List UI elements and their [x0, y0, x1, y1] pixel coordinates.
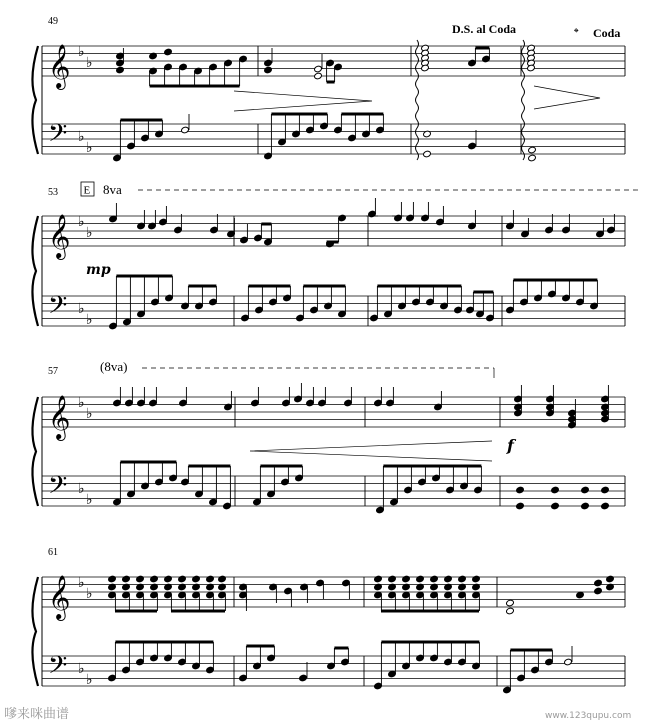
- note-head: [551, 502, 560, 510]
- note-head: [430, 575, 439, 583]
- note-head: [178, 575, 187, 583]
- treble-clef-icon: 𝄞: [48, 214, 71, 258]
- key-signature-flat-icon: ♭: [86, 406, 93, 422]
- note-head: [576, 591, 585, 599]
- piano-brace-icon: [32, 46, 38, 154]
- notation-glyphs: [48, 40, 615, 694]
- key-signature-flat-icon: ♭: [86, 312, 93, 328]
- note-head: [581, 502, 590, 510]
- note-head: [468, 142, 477, 150]
- key-signature-flat-icon: ♭: [86, 140, 93, 156]
- measure-number-53: 53: [48, 187, 58, 198]
- coda-symbol-icon: 𝄌: [574, 26, 579, 41]
- note-head: [164, 575, 173, 583]
- key-signature-flat-icon: ♭: [78, 301, 85, 317]
- piano-brace-icon: [32, 216, 38, 326]
- note-head: [416, 575, 425, 583]
- key-signature-flat-icon: ♭: [86, 225, 93, 241]
- measure-number-57: 57: [48, 366, 58, 377]
- note-head: [458, 575, 467, 583]
- note-head: [206, 575, 215, 583]
- key-signature-flat-icon: ♭: [86, 55, 93, 71]
- octave-mark-continued: (8va): [100, 359, 128, 374]
- key-signature-flat-icon: ♭: [78, 214, 85, 230]
- watermark-left: 嗲来咪曲谱: [4, 707, 70, 722]
- note-head: [192, 575, 201, 583]
- key-signature-flat-icon: ♭: [86, 492, 93, 508]
- bass-clef-icon: 𝄢: [48, 119, 68, 154]
- treble-clef-icon: 𝄞: [48, 575, 71, 619]
- note-head: [264, 59, 273, 67]
- note-head: [601, 486, 610, 494]
- note-head: [299, 674, 308, 682]
- note-head: [564, 658, 573, 666]
- note-head: [528, 154, 537, 162]
- key-signature-flat-icon: ♭: [78, 44, 85, 60]
- note-head: [528, 146, 537, 154]
- note-head: [581, 486, 590, 494]
- note-head: [136, 575, 145, 583]
- bass-clef-icon: 𝄢: [48, 291, 68, 326]
- key-signature-flat-icon: ♭: [78, 395, 85, 411]
- note-head: [122, 575, 131, 583]
- piano-brace-icon: [32, 397, 38, 506]
- note-head: [506, 599, 515, 607]
- measure-number-61: 61: [48, 547, 58, 558]
- watermark-right: www.123qupu.com: [545, 711, 632, 721]
- octave-mark-start: 8va: [103, 182, 122, 197]
- note-head: [181, 126, 190, 134]
- note-head: [150, 575, 159, 583]
- note-head: [108, 575, 117, 583]
- note-head: [444, 575, 453, 583]
- bass-clef-icon: 𝄢: [48, 651, 68, 686]
- key-signature-flat-icon: ♭: [86, 672, 93, 688]
- measure-number-49: 49: [48, 16, 58, 27]
- bass-clef-icon: 𝄢: [48, 471, 68, 506]
- note-head: [601, 502, 610, 510]
- note-head: [314, 72, 323, 80]
- note-head: [423, 150, 432, 158]
- dynamic-f: f: [507, 436, 514, 455]
- dynamic-mp: mp: [86, 262, 111, 278]
- staff-lines: [42, 46, 625, 686]
- decrescendo-hairpin-1: [234, 91, 372, 111]
- note-head: [516, 502, 525, 510]
- note-head: [506, 607, 515, 615]
- note-head: [388, 575, 397, 583]
- note-head: [594, 579, 603, 587]
- note-head: [264, 66, 273, 74]
- ds-al-coda-label: D.S. al Coda: [452, 22, 517, 36]
- note-head: [164, 48, 173, 56]
- key-signature-flat-icon: ♭: [86, 586, 93, 602]
- key-signature-flat-icon: ♭: [78, 481, 85, 497]
- note-head: [402, 575, 411, 583]
- key-signature-flat-icon: ♭: [78, 661, 85, 677]
- note-head: [116, 66, 125, 74]
- note-head: [314, 65, 323, 73]
- note-head: [472, 575, 481, 583]
- note-head: [218, 575, 227, 583]
- decrescendo-hairpin-2: [534, 86, 600, 109]
- note-head: [551, 486, 560, 494]
- note-head: [374, 575, 383, 583]
- key-signature-flat-icon: ♭: [78, 129, 85, 145]
- note-head: [516, 486, 525, 494]
- key-signature-flat-icon: ♭: [78, 575, 85, 591]
- arpeggio-wavy-line: [416, 40, 419, 160]
- crescendo-hairpin-3: [250, 441, 492, 461]
- note-head: [594, 587, 603, 595]
- rehearsal-mark-E: E: [83, 184, 91, 197]
- treble-clef-icon: 𝄞: [48, 44, 71, 88]
- note-head: [606, 575, 615, 583]
- treble-clef-icon: 𝄞: [48, 395, 71, 439]
- coda-label: Coda: [593, 26, 621, 40]
- piano-brace-icon: [32, 577, 38, 686]
- arpeggio-wavy-line: [522, 40, 525, 160]
